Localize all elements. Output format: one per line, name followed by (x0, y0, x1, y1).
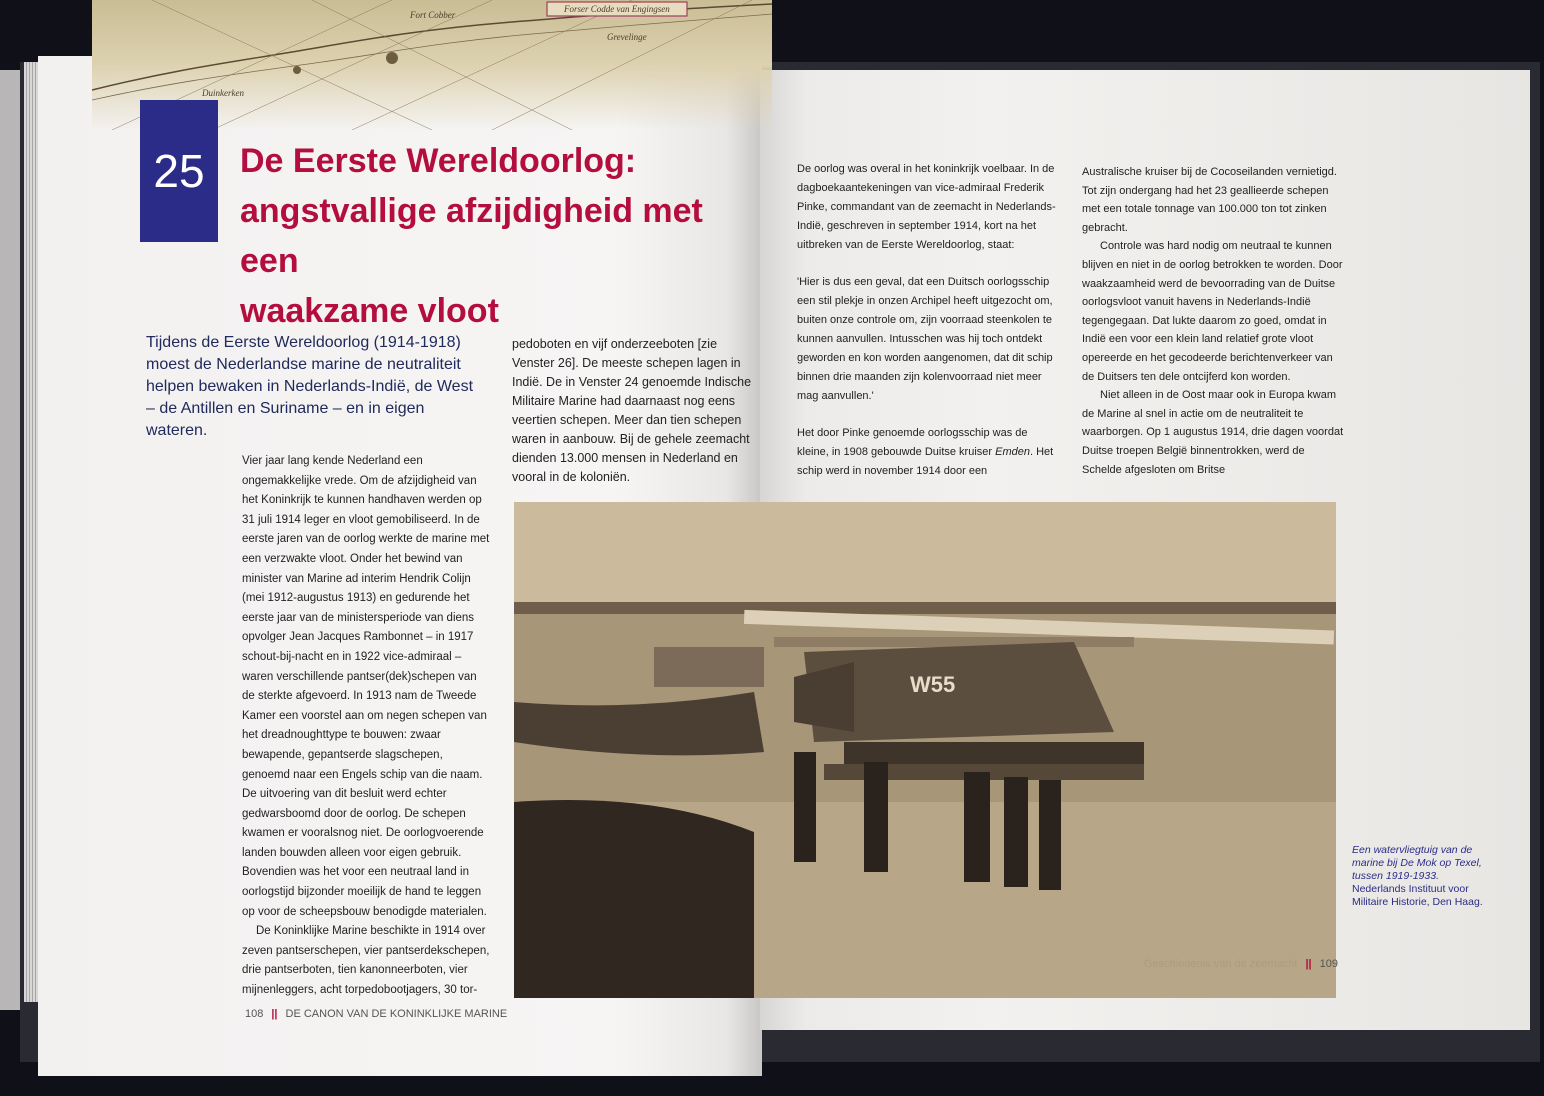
text-run: Het door Pinke genoemde oorlogsschip was de kleine, in 1908 gebouwde Duitse kruiser (797, 427, 1028, 458)
page-number: 109 (1319, 958, 1338, 970)
page-number: 108 (245, 1008, 264, 1020)
paragraph: pedoboten en vijf onderzeeboten [zie Venster 26]. De meeste schepen lagen in Indië. De in Venster 24 genoemde Indische Militaire Marine had daarnaast nog eens veertien schepen. Meer dan tien schepen waren in aanbouw. Bij de gehele zeemacht dienden 13.000 mensen in Nederland en vooral in de koloniën. (512, 337, 752, 484)
title-line: De Eerste Wereldoorlog: (240, 142, 637, 180)
folio-separator: || (271, 1008, 278, 1020)
paragraph: Niet alleen in de Oost maar ook in Europa kwam de Marine al snel in actie om de neutraliteit te waarborgen. Op 1 augustus 1914, drie dagen voordat Duitse troepen België binnentrokken, werd de Schelde afgesloten om Britse (1082, 389, 1344, 476)
folio-separator: || (1305, 958, 1312, 970)
title-line: angstvallige afzijdigheid met een (240, 192, 703, 280)
photo-drawing (514, 502, 1336, 998)
map-label: Fort Cobber (410, 10, 456, 20)
running-title: DE CANON VAN DE KONINKLIJKE MARINE (285, 1008, 508, 1020)
running-title: Geschiedenis van de zeemacht (1144, 958, 1298, 970)
paragraph (797, 424, 1059, 481)
map-label: Duinkerken (202, 88, 244, 98)
body-column-2 (512, 335, 762, 505)
text-run: . Het schip werd in november 1914 door een (797, 446, 1054, 477)
map-label: Grevelinge (607, 32, 647, 42)
quote-paragraph: 'Hier is dus een geval, dat een Duitsch oorlogsschip een stil plekje in onzen Archipel heeft uitgezocht om, buiten onze controle om, zijn voorraad steenkolen te kunnen aanvullen. Intusschen was hij toch ontdekt geworden en kon worden aangenomen, dat dit schip binnen drie maanden zijn kolenvoorraad niet meer mag aanvullen.' (797, 276, 1053, 402)
folio-left (245, 1008, 507, 1020)
title-line: waakzame vloot (240, 292, 499, 330)
body-column-4 (1082, 163, 1344, 479)
chapter-title (240, 136, 760, 336)
paragraph: De oorlog was overal in het koninkrijk voelbaar. In de dagboekaantekeningen van vice-admiraal Frederik Pinke, commandant van de zeemacht in Nederlands-Indië, geschreven in september 1914, kort na het uitbreken van de Eerste Wereldoorlog, staat: (797, 163, 1056, 251)
map-label: Forser Codde van Engingsen (564, 4, 670, 14)
paragraph: Vier jaar lang kende Nederland een ongemakkelijke vrede. Om de afzijdigheid van het Koninkrijk te kunnen handhaven werden op 31 juli 1914 leger en vloot gemobiliseerd. In de eerste jaren van de oorlog werkte de marine met een verzwakte vloot. Onder het bewind van minister van Marine ad interim Hendrik Colijn (mei 1912-augustus 1913) en gedurende het eerste jaar van de ministersperiode van diens opvolger Jean Jacques Rambonnet – in 1917 schout-bij-nacht en in 1922 vice-admiraal – waren verschillende pantser(dek)schepen van de sterkte afgevoerd. In 1913 nam de Tweede Kamer een voorstel aan om negen schepen van het dreadnoughttype te bouwen: zwaar bewapende, gepantserde slagschepen, genoemd naar een Engels schip van die naam. De uitvoering van dit besluit werd echter gedwarsboomd door de oorlog. De schepen kwamen er vooralsnog niet. De oorlogvoerende landen bouwden alleen voor eigen gebruik. Bovendien was het voor een neutraal land in oorlogstijd bijzonder moeilijk de hand te leggen op voor de scheepsbouw benodigde materialen. (242, 455, 490, 918)
folio-right (1144, 958, 1338, 970)
intro-paragraph: Tijdens de Eerste Wereldoorlog (1914-1918) moest de Nederlandse marine de neutraliteit helpen bewaken in Nederlands-Indië, de West – de Antillen en Suriname – en in eigen wateren. (146, 334, 474, 439)
ship-name: Emden (995, 446, 1030, 458)
body-column-1 (242, 452, 490, 1019)
seaplane-photograph (514, 502, 1336, 998)
paragraph: De Koninklijke Marine beschikte in 1914 over zeven pantserschepen, vier pantserdekschepen, drie pantserboten, tien kanonneerboten, vier mijnenleggers, acht torpedobootjagers, 30 tor- (242, 925, 490, 997)
paragraph: Controle was hard nodig om neutraal te kunnen blijven en niet in de oorlog betrokken te worden. Door waakzaamheid werd de bevoorrading van de Duitse oorlogsvloot vanuit havens in Nederlands-Indië tegengegaan. Dat lukte daarom zo goed, omdat in Indië een voor een klein land relatief grote vloot opereerde en het gecodeerde berichtenverkeer van de Duitsers ten dele ontcijferd kon worden. (1082, 240, 1343, 383)
photo-caption (1352, 844, 1502, 909)
chapter-number-badge: 25 (140, 100, 218, 242)
caption-text: Een watervliegtuig van de marine bij De Mok op Texel, tussen 1919-1933. (1352, 844, 1482, 882)
paragraph: Australische kruiser bij de Cocoseilanden vernietigd. Tot zijn ondergang had het 23 geallieerde schepen met een totale tonnage van 100.000 ton tot zinken gebracht. (1082, 166, 1337, 234)
plane-marking: W55 (910, 672, 956, 697)
caption-credit: Nederlands Instituut voor Militaire Historie, Den Haag. (1352, 883, 1483, 908)
body-column-3 (797, 160, 1059, 499)
